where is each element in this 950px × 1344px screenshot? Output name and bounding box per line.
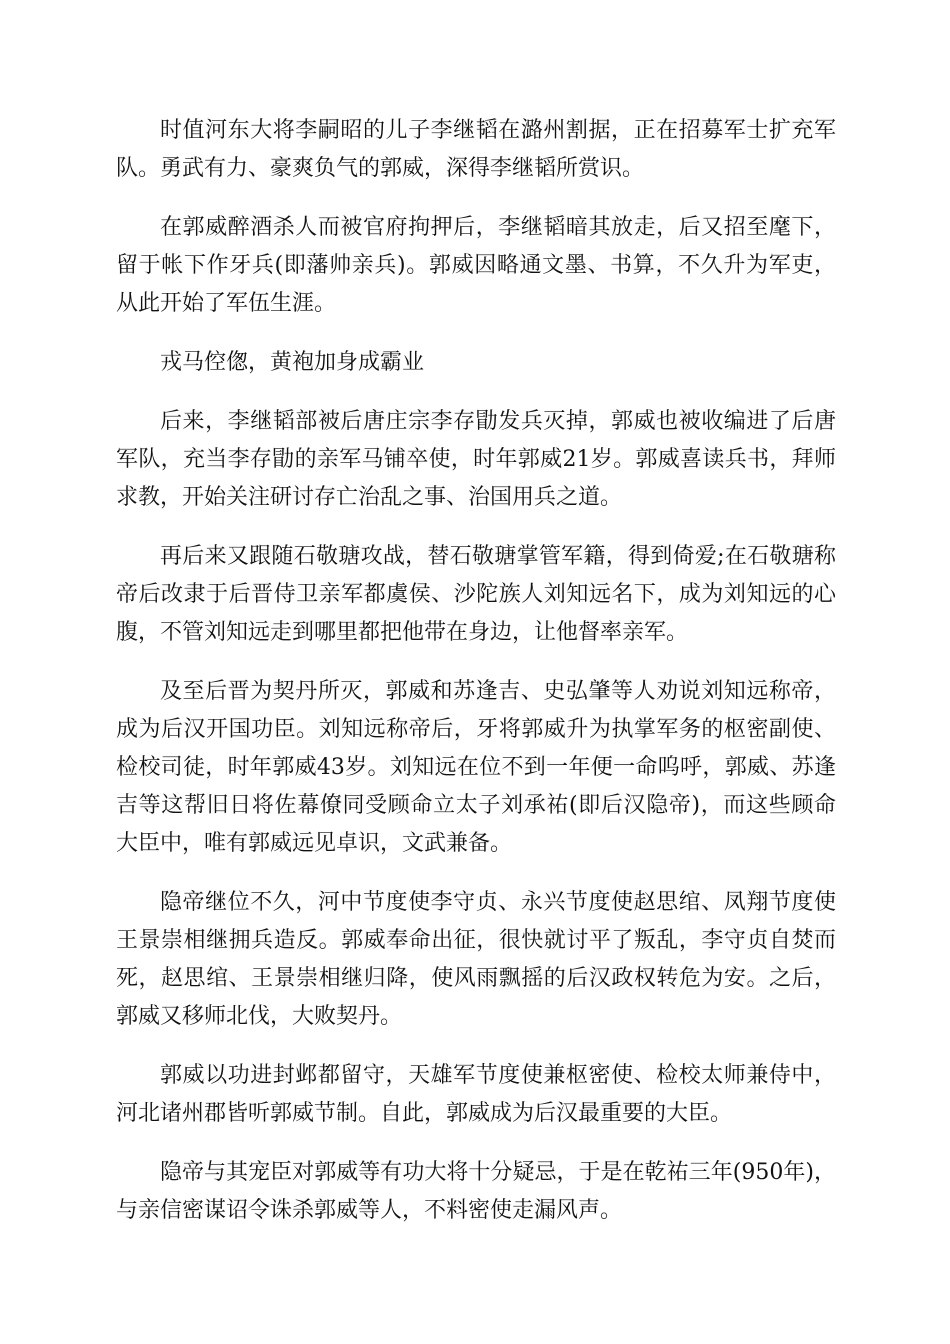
paragraph-8: 隐帝与其宠臣对郭威等有功大将十分疑忌，于是在乾祐三年(950年)，与亲信密谋诏令诛杀郭威等人，不料密使走漏风声。 xyxy=(116,1160,836,1223)
paragraph-1: 时值河东大将李嗣昭的儿子李继韬在潞州割据，正在招募军士扩充军队。勇武有力、豪爽负气的郭威，深得李继韬所赏识。 xyxy=(116,118,836,181)
paragraph-6: 隐帝继位不久，河中节度使李守贞、永兴节度使赵思绾、凤翔节度使王景崇相继拥兵造反。郭威奉命出征，很快就讨平了叛乱，李守贞自焚而死，赵思绾、王景崇相继归降，使风雨飘摇的后汉政权转危为安。之后，郭威又移师北伐，大败契丹。 xyxy=(116,890,836,1029)
paragraph-3: 后来，李继韬部被后唐庄宗李存勖发兵灭掉，郭威也被收编进了后唐军队，充当李存勖的亲军马铺卒使，时年郭威21岁。郭威喜读兵书，拜师求教，开始关注研讨存亡治乱之事、治国用兵之道。 xyxy=(116,409,836,510)
document-body xyxy=(116,112,836,1251)
paragraph-5: 及至后晋为契丹所灭，郭威和苏逢吉、史弘肇等人劝说刘知远称帝，成为后汉开国功臣。刘知远称帝后，牙将郭威升为执掌军务的枢密副使、检校司徒，时年郭威43岁。刘知远在位不到一年便一命呜呼，郭威、苏逢吉等这帮旧日将佐幕僚同受顾命立太子刘承祐(即后汉隐帝)，而这些顾命大臣中，唯有郭威远见卓识，文武兼备。 xyxy=(116,679,836,856)
paragraph-7: 郭威以功进封邺都留守，天雄军节度使兼枢密使、检校太师兼侍中，河北诸州郡皆听郭威节制。自此，郭威成为后汉最重要的大臣。 xyxy=(116,1063,836,1126)
paragraph-2: 在郭威醉酒杀人而被官府拘押后，李继韬暗其放走，后又招至麾下，留于帐下作牙兵(即藩帅亲兵)。郭威因略通文墨、书算，不久升为军吏，从此开始了军伍生涯。 xyxy=(116,215,836,316)
section-heading: 戎马倥偬，黄袍加身成霸业 xyxy=(160,350,425,375)
paragraph-4: 再后来又跟随石敬瑭攻战，替石敬瑭掌管军籍，得到倚爱;在石敬瑭称帝后改隶于后晋侍卫亲军都虞侯、沙陀族人刘知远名下，成为刘知远的心腹，不管刘知远走到哪里都把他带在身边，让他督率亲军。 xyxy=(116,544,836,645)
